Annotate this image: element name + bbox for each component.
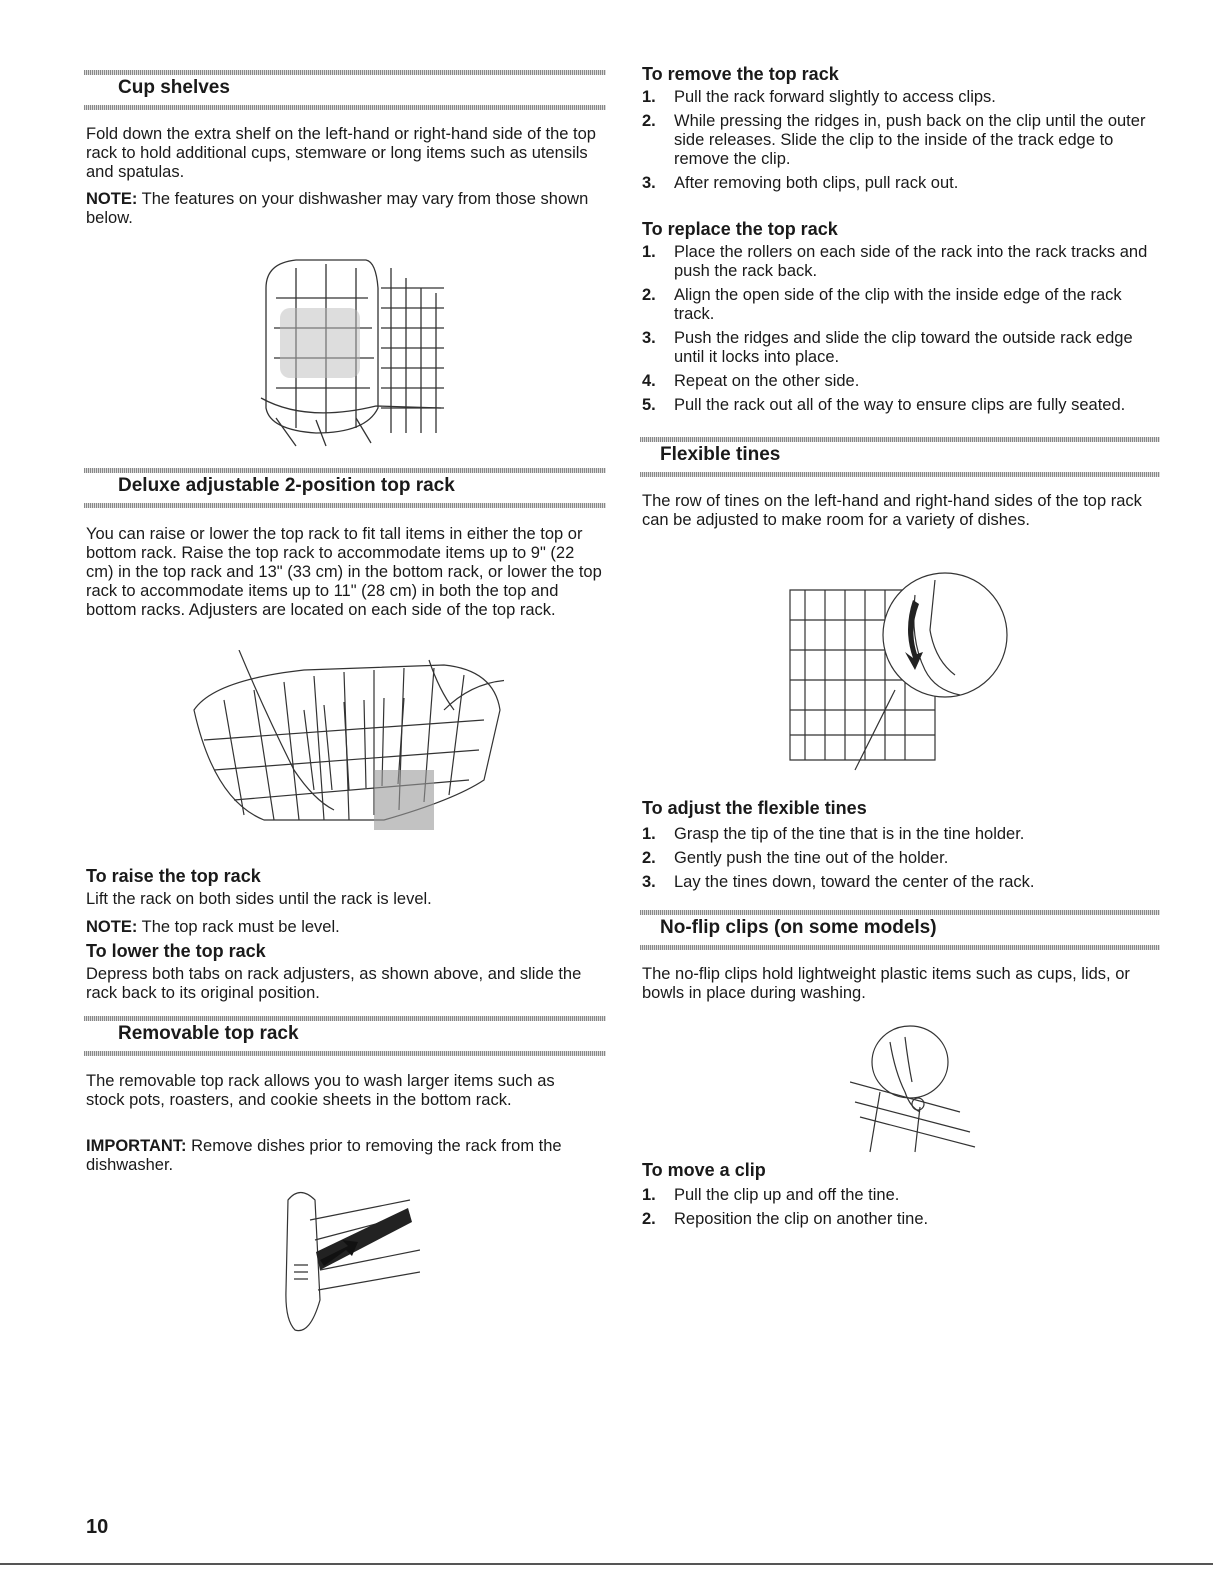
step-text: Grasp the tip of the tine that is in the tine holder. [674, 825, 1025, 843]
deluxe-body: You can raise or lower the top rack to fit tall items in either the top or bottom rack. Raise the top rack to accommodate items up to 9" (22 cm) in the top rack and 13" (33 cm) in the bottom rack, or lower the top rack to accommodate items up to 11" (28 cm) in both the top and bottom racks. Adjusters are located on each side of the top rack. [86, 525, 602, 619]
list-item [642, 1186, 1160, 1205]
step-text: Gently push the tine out of the holder. [674, 849, 949, 867]
step-number: 1. [642, 1186, 656, 1204]
list-item [642, 88, 1160, 107]
step-number: 1. [642, 243, 656, 261]
step-text: Pull the rack out all of the way to ensure clips are fully seated. [674, 396, 1126, 414]
step-number: 2. [642, 1210, 656, 1228]
move-clip-heading: To move a clip [642, 1160, 766, 1180]
raise-body: Lift the rack on both sides until the rack is level. [86, 890, 432, 908]
step-number: 2. [642, 849, 656, 867]
step-number: 5. [642, 396, 656, 414]
flexible-body: The row of tines on the left-hand and right-hand sides of the top rack can be adjusted to make room for a variety of dishes. [642, 492, 1142, 529]
noflip-header [640, 910, 1160, 950]
list-item [642, 286, 1160, 324]
list-item [642, 372, 1160, 391]
step-number: 3. [642, 329, 656, 347]
step-text: Push the ridges and slide the clip toward the outside rack edge until it locks into place. [674, 329, 1133, 366]
step-number: 1. [642, 825, 656, 843]
important-text: Remove dishes prior to removing the rack from the dishwasher. [86, 1137, 562, 1174]
note-label: NOTE: [86, 918, 138, 936]
removable-header [84, 1016, 606, 1056]
replace-steps [642, 243, 1160, 420]
raise-heading: To raise the top rack [86, 866, 261, 886]
list-item [642, 1210, 1160, 1229]
important-label: IMPORTANT: [86, 1137, 187, 1155]
no-flip-clip-illustration [850, 1022, 980, 1157]
step-number: 3. [642, 873, 656, 891]
rack-clip-illustration [280, 1180, 420, 1340]
footer-rule [0, 1563, 1213, 1565]
step-text: Repeat on the other side. [674, 372, 860, 390]
step-number: 4. [642, 372, 656, 390]
list-item [642, 825, 1160, 844]
adjust-steps [642, 825, 1160, 897]
step-text: After removing both clips, pull rack out. [674, 174, 959, 192]
step-number: 3. [642, 174, 656, 192]
note-label: NOTE: [86, 190, 138, 208]
page-number: 10 [86, 1516, 109, 1538]
noflip-body: The no-flip clips hold lightweight plastic items such as cups, lids, or bowls in place during washing. [642, 965, 1130, 1002]
list-item [642, 243, 1160, 281]
step-text: Pull the clip up and off the tine. [674, 1186, 900, 1204]
step-number: 2. [642, 112, 656, 130]
remove-steps [642, 88, 1160, 198]
step-text: While pressing the ridges in, push back on the clip until the outer side releases. Slide the clip to the inside of the track edge to remove the clip. [674, 112, 1146, 168]
note-text: The top rack must be level. [137, 918, 340, 936]
deluxe-heading: Deluxe adjustable 2-position top rack [118, 475, 455, 496]
step-number: 1. [642, 88, 656, 106]
top-rack-adjuster-illustration [184, 650, 504, 860]
list-item [642, 329, 1160, 367]
cup-shelves-body: Fold down the extra shelf on the left-hand or right-hand side of the top rack to hold additional cups, stemware or long items such as utensils and spatulas. [86, 125, 596, 181]
cup-shelves-note [86, 190, 606, 228]
raise-note [86, 918, 606, 937]
note-text: The features on your dishwasher may vary from those shown below. [86, 190, 589, 227]
flexible-header [640, 437, 1160, 477]
cup-shelves-header [84, 70, 606, 110]
cup-shelves-heading: Cup shelves [118, 77, 230, 98]
list-item [642, 396, 1160, 415]
step-text: Lay the tines down, toward the center of the rack. [674, 873, 1035, 891]
step-text: Place the rollers on each side of the rack into the rack tracks and push the rack back. [674, 243, 1148, 280]
removable-body: The removable top rack allows you to wash larger items such as stock pots, roasters, and cookie sheets in the bottom rack. [86, 1072, 555, 1109]
move-clip-steps [642, 1186, 1160, 1234]
noflip-heading: No-flip clips (on some models) [660, 917, 937, 938]
cup-shelf-illustration [256, 248, 446, 448]
lower-body: Depress both tabs on rack adjusters, as shown above, and slide the rack back to its original position. [86, 965, 582, 1002]
removable-important [86, 1137, 606, 1175]
step-text: Pull the rack forward slightly to access clips. [674, 88, 996, 106]
flexible-tines-illustration [785, 560, 1010, 780]
step-text: Reposition the clip on another tine. [674, 1210, 929, 1228]
list-item [642, 112, 1160, 169]
step-text: Align the open side of the clip with the inside edge of the rack track. [674, 286, 1122, 323]
list-item [642, 873, 1160, 892]
deluxe-header [84, 468, 606, 508]
list-item [642, 174, 1160, 193]
adjust-heading: To adjust the flexible tines [642, 798, 867, 818]
removable-heading: Removable top rack [118, 1023, 299, 1044]
lower-heading: To lower the top rack [86, 941, 266, 961]
list-item [642, 849, 1160, 868]
remove-heading: To remove the top rack [642, 64, 839, 84]
step-number: 2. [642, 286, 656, 304]
replace-heading: To replace the top rack [642, 219, 838, 239]
flexible-heading: Flexible tines [660, 444, 781, 465]
